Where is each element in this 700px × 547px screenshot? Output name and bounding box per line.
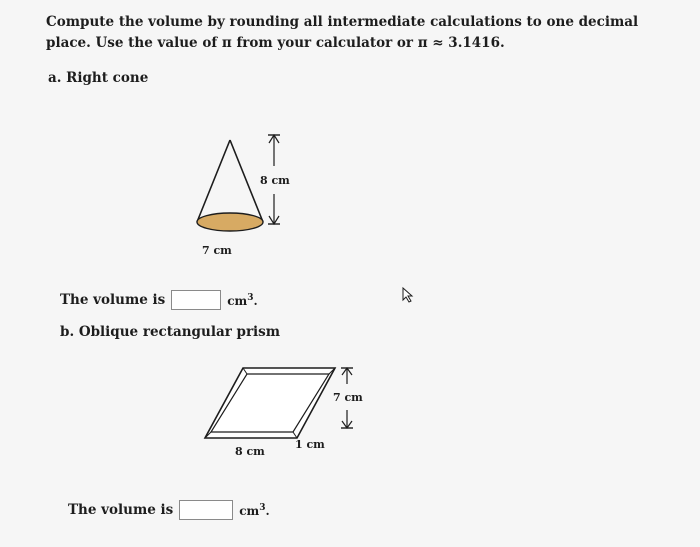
unit-a: $cm^3$.: [227, 292, 258, 308]
answer-row-b: [68, 500, 270, 520]
prism-height-label: 7 cm: [333, 391, 363, 404]
answer-prefix-a: The volume is: [60, 292, 166, 308]
cone-height-label: 8 cm: [260, 174, 290, 187]
cone-diameter-label: 7 cm: [202, 244, 232, 257]
prism-figure: [195, 360, 375, 460]
part-b-label: b. Oblique rectangular prism: [60, 324, 281, 340]
prism-top-face: [205, 368, 335, 438]
answer-prefix-b: The volume is: [68, 502, 174, 518]
cone-base: [197, 213, 263, 231]
instructions: Compute the volume by rounding all intermediate calculations to one decimal place. Use the value of π from your calculator or π ≈ 3.1416.: [46, 14, 639, 51]
volume-input-a[interactable]: [171, 290, 221, 310]
volume-input-b[interactable]: [179, 500, 233, 520]
cone-right-edge: [230, 140, 263, 222]
prism-length-label: 8 cm: [235, 445, 265, 458]
cone-figure: [180, 120, 300, 260]
cone-left-edge: [197, 140, 230, 222]
part-a-label: a. Right cone: [48, 70, 149, 86]
unit-b: $cm^3$.: [239, 502, 270, 518]
mouse-pointer-icon: [401, 286, 415, 304]
prism-width-label: 1 cm: [295, 438, 325, 451]
answer-row-a: [60, 290, 258, 310]
